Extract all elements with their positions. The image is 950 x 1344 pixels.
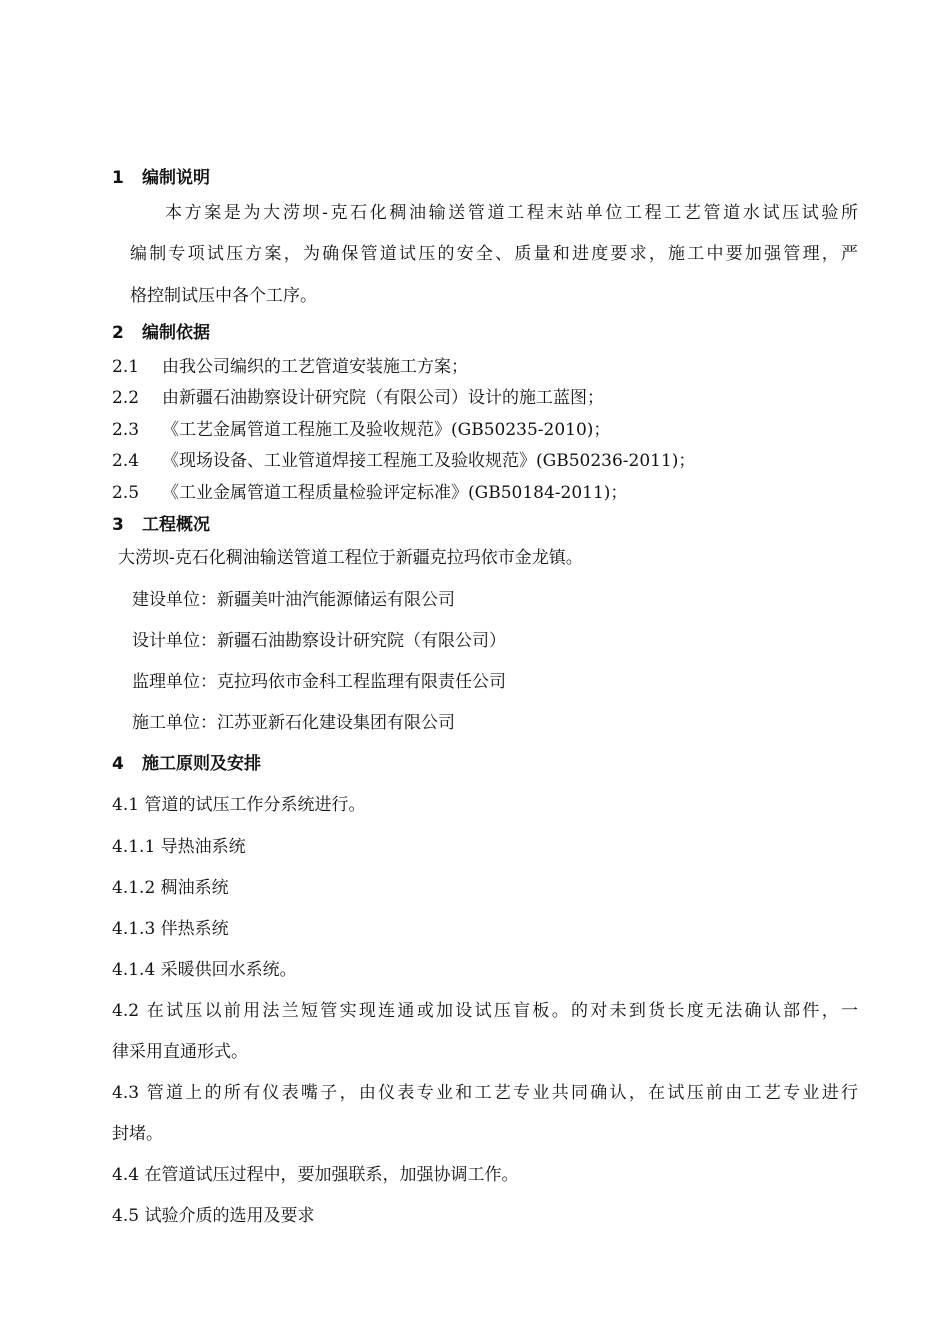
arrangement-line: 4.4 在管道试压过程中，要加强联系，加强协调工作。 <box>112 1165 519 1185</box>
arrangement-line: 封堵。 <box>112 1124 163 1144</box>
section-4-heading <box>112 753 261 775</box>
unit-line: 施工单位：江苏亚新石化建设集团有限公司 <box>132 713 455 733</box>
paragraph-line: 编制专项试压方案，为确保管道试压的安全、质量和进度要求，施工中要加强管理，严 <box>130 244 858 264</box>
section-title: 编制说明 <box>142 168 210 188</box>
arrangement-line: 4.1.1 导热油系统 <box>112 837 246 857</box>
section-1-heading <box>112 167 210 189</box>
section-title: 编制依据 <box>142 323 210 343</box>
reference-number: 2.5 <box>112 483 140 503</box>
reference-text: 《工业金属管道工程质量检验评定标准》(GB50184-2011)； <box>162 483 628 503</box>
arrangement-line: 4.5 试验介质的选用及要求 <box>112 1206 315 1226</box>
reference-text: 《工艺金属管道工程施工及验收规范》(GB50235-2010)； <box>162 420 611 440</box>
reference-number: 2.1 <box>112 357 140 377</box>
reference-item <box>112 419 610 441</box>
reference-item <box>112 356 468 378</box>
reference-number: 2.4 <box>112 451 140 471</box>
reference-number: 2.3 <box>112 420 140 440</box>
arrangement-line: 4.3 管道上的所有仪表嘴子，由仪表专业和工艺专业共同确认，在试压前由工艺专业进行 <box>112 1083 858 1103</box>
section-3-heading <box>112 514 210 536</box>
arrangement-line: 4.1.3 伴热系统 <box>112 919 229 939</box>
section-title: 施工原则及安排 <box>142 754 261 774</box>
section-number: 3 <box>112 515 124 535</box>
project-intro: 大涝坝-克石化稠油输送管道工程位于新疆克拉玛依市金龙镇。 <box>118 548 583 568</box>
unit-line: 建设单位：新疆美叶油汽能源储运有限公司 <box>132 590 455 610</box>
reference-item <box>112 450 695 472</box>
arrangement-line: 律采用直通形式。 <box>112 1042 248 1062</box>
reference-text: 由新疆石油勘察设计研究院（有限公司）设计的施工蓝图； <box>162 388 604 408</box>
section-number: 4 <box>112 754 124 774</box>
reference-item <box>112 387 604 409</box>
reference-text: 《现场设备、工业管道焊接工程施工及验收规范》(GB50236-2011)； <box>162 451 696 471</box>
section-title: 工程概况 <box>142 515 210 535</box>
section-number: 2 <box>112 323 124 343</box>
arrangement-line: 4.1.4 采暖供回水系统。 <box>112 960 297 980</box>
reference-number: 2.2 <box>112 388 140 408</box>
arrangement-line: 4.1.2 稠油系统 <box>112 878 229 898</box>
unit-line: 监理单位：克拉玛依市金科工程监理有限责任公司 <box>132 672 506 692</box>
section-number: 1 <box>112 168 124 188</box>
section-2-heading <box>112 322 210 344</box>
paragraph-line: 本方案是为大涝坝-克石化稠油输送管道工程末站单位工程工艺管道水试压试验所 <box>165 203 858 223</box>
arrangement-line: 4.1 管道的试压工作分系统进行。 <box>112 795 366 815</box>
paragraph-line: 格控制试压中各个工序。 <box>130 286 317 306</box>
arrangement-line: 4.2 在试压以前用法兰短管实现连通或加设试压盲板。的对未到货长度无法确认部件，一 <box>112 1001 858 1021</box>
unit-line: 设计单位：新疆石油勘察设计研究院（有限公司） <box>132 631 506 651</box>
reference-item <box>112 482 627 504</box>
reference-text: 由我公司编织的工艺管道安装施工方案； <box>162 357 468 377</box>
